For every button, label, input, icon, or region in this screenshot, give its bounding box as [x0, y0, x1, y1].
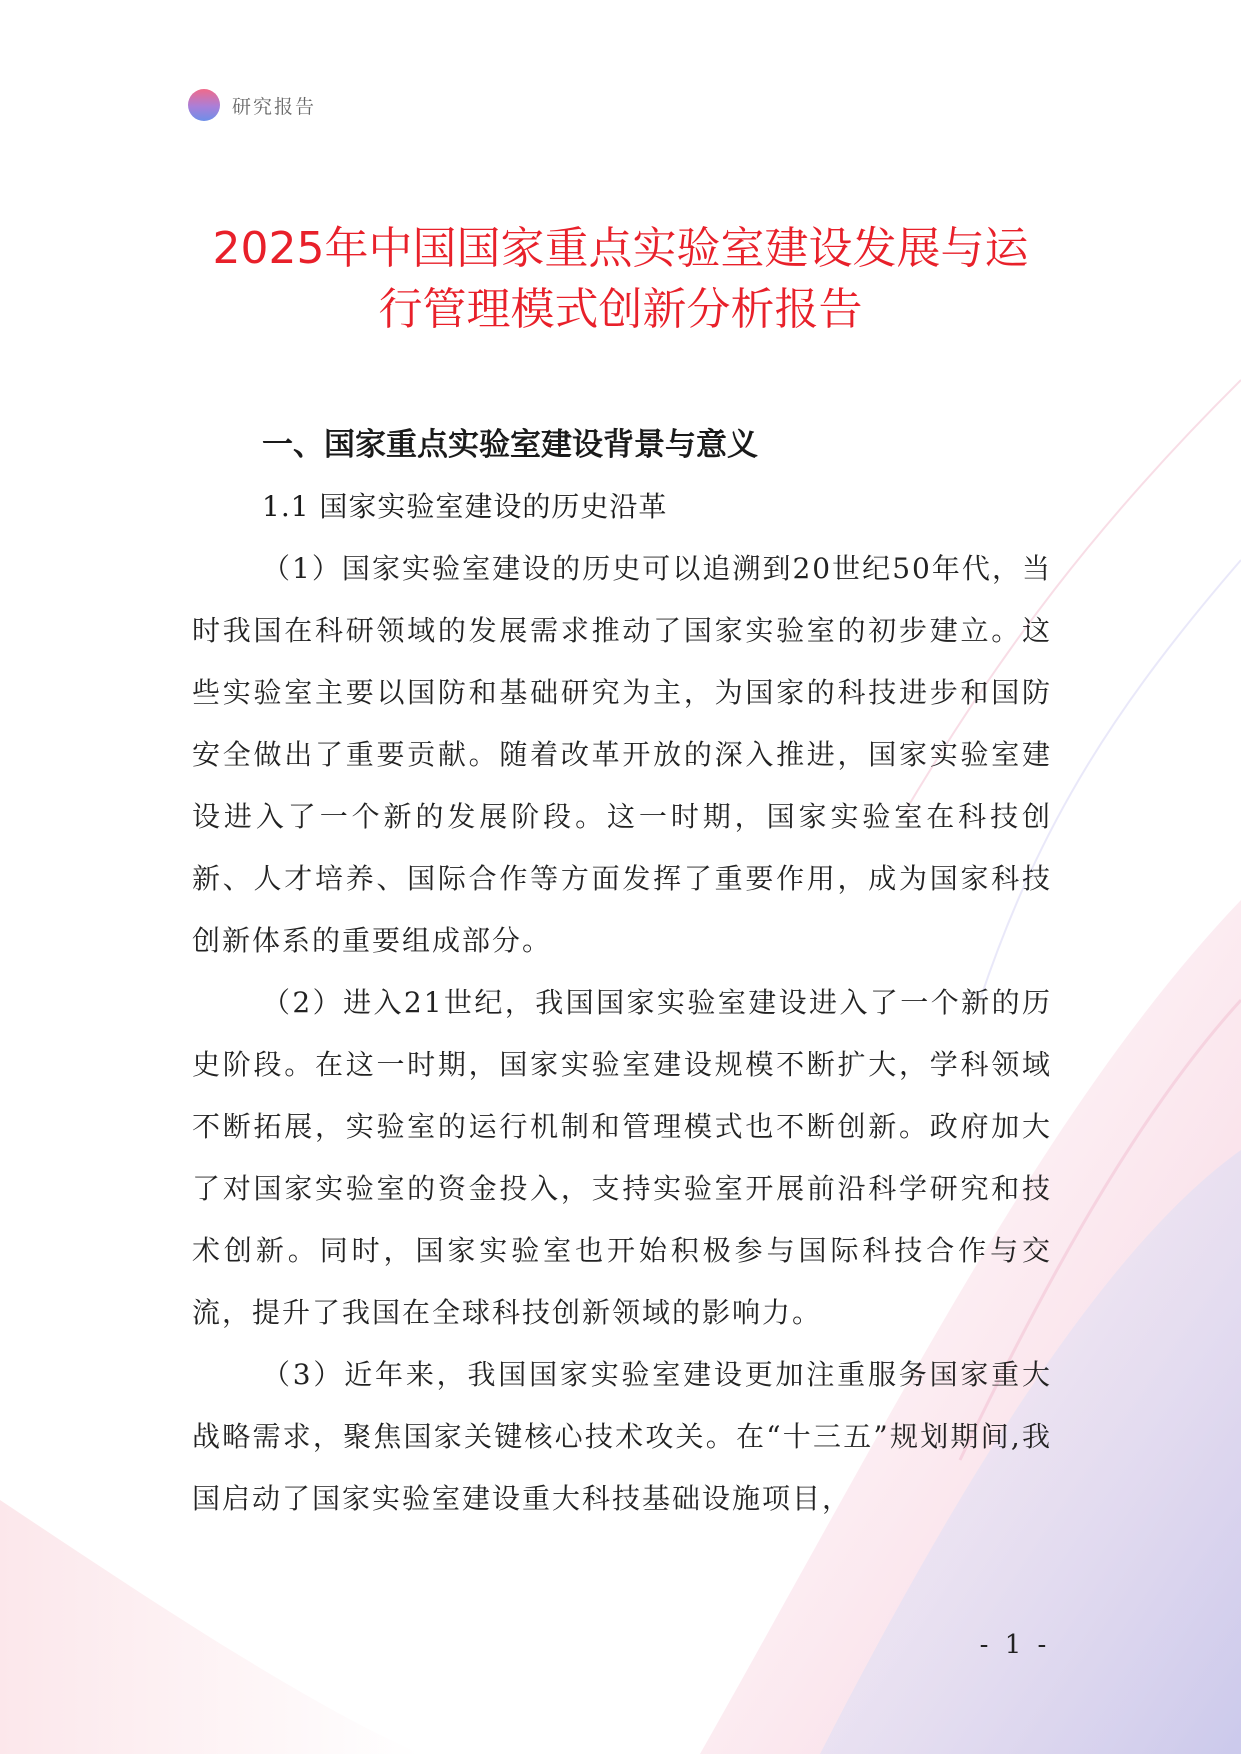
paragraph-1: （1）国家实验室建设的历史可以追溯到20世纪50年代，当时我国在科研领域的发展需求推动了国家实验室的初步建立。这些实验室主要以国防和基础研究为主，为国家的科技进步和国防安全做出了重要贡献。随着改革开放的深入推进，国家实验室建设进入了一个新的发展阶段。这一时期，国家实验室在科技创新、人才培养、国际合作等方面发挥了重要作用，成为国家科技创新体系的重要组成部分。 [192, 552, 1052, 957]
paragraph-2: （2）进入21世纪，我国国家实验室建设进入了一个新的历史阶段。在这一时期，国家实验室建设规模不断扩大，学科领域不断拓展，实验室的运行机制和管理模式也不断创新。政府加大了对国家实验室的资金投入，支持实验室开展前沿科学研究和技术创新。同时，国家实验室也开始积极参与国际科技合作与交流，提升了我国在全球科技创新领域的影响力。 [192, 986, 1052, 1329]
report-header [188, 88, 316, 122]
title-line-2: 行管理模式创新分析报告 [378, 284, 863, 335]
page-number: - 1 - [979, 1630, 1051, 1660]
paragraph-3: （3）近年来，我国国家实验室建设更加注重服务国家重大战略需求，聚焦国家关键核心技术攻关。在“十三五”规划期间,我国启动了国家实验室建设重大科技基础设施项目， [192, 1358, 1052, 1515]
subsection-heading: 1.1 国家实验室建设的历史沿革 [262, 490, 668, 523]
header-label: 研究报告 [232, 95, 317, 118]
logo-icon [188, 89, 220, 121]
section-heading: 一、国家重点实验室建设背景与意义 [262, 427, 758, 463]
report-body [192, 414, 1052, 1530]
title-line-1: 2025年中国国家重点实验室建设发展与运 [212, 223, 1029, 274]
report-title [160, 218, 1081, 340]
